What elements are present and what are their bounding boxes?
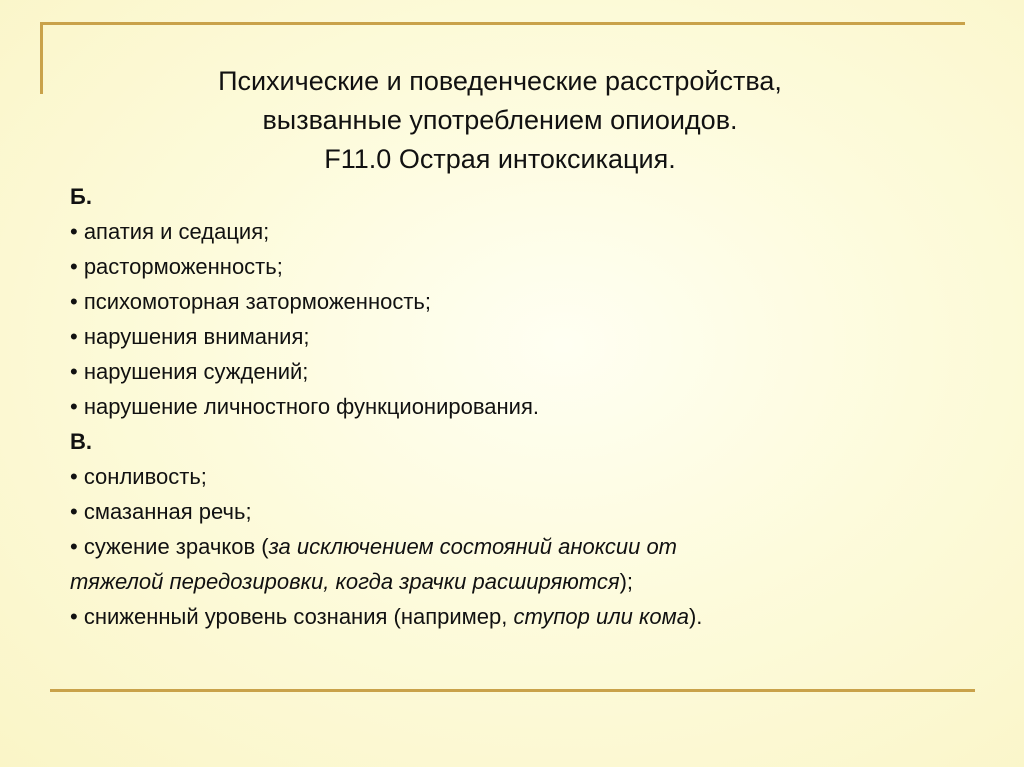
pupils-italic-1: за исключением состояний аноксии от: [268, 534, 678, 559]
section-b-heading: Б.: [70, 184, 92, 209]
list-item-consciousness: [70, 599, 950, 634]
pupils-suffix: );: [619, 569, 634, 594]
title-line-3: F11.0 Острая интоксикация.: [324, 144, 676, 174]
list-item-pupils: [70, 529, 950, 564]
list-item: • нарушение личностного функционирования.: [70, 394, 539, 419]
list-item: • апатия и седация;: [70, 219, 270, 244]
title-line-1: Психические и поведенческие расстройства,: [218, 66, 782, 96]
title-line-2: вызванные употреблением опиоидов.: [262, 105, 738, 135]
slide-title: [80, 62, 920, 179]
list-item: • психомоторная заторможенность;: [70, 289, 431, 314]
consciousness-suffix: ).: [688, 604, 703, 629]
section-v-heading: В.: [70, 429, 92, 454]
list-item: • сонливость;: [70, 464, 207, 489]
consciousness-prefix: • сниженный уровень сознания (например,: [70, 604, 514, 629]
list-item: • нарушения суждений;: [70, 359, 309, 384]
slide-body: [70, 179, 950, 634]
bottom-horizontal-rule: [50, 689, 975, 692]
top-vertical-rule: [40, 22, 43, 94]
consciousness-italic: ступор или кома: [513, 604, 689, 629]
list-item: • нарушения внимания;: [70, 324, 310, 349]
pupils-prefix: • сужение зрачков (: [70, 534, 269, 559]
list-item: • расторможенность;: [70, 254, 283, 279]
list-item: • смазанная речь;: [70, 499, 252, 524]
top-horizontal-rule: [40, 22, 965, 25]
pupils-italic-2: тяжелой передозировки, когда зрачки расширяются: [70, 569, 620, 594]
list-item-pupils-cont: [70, 564, 950, 599]
